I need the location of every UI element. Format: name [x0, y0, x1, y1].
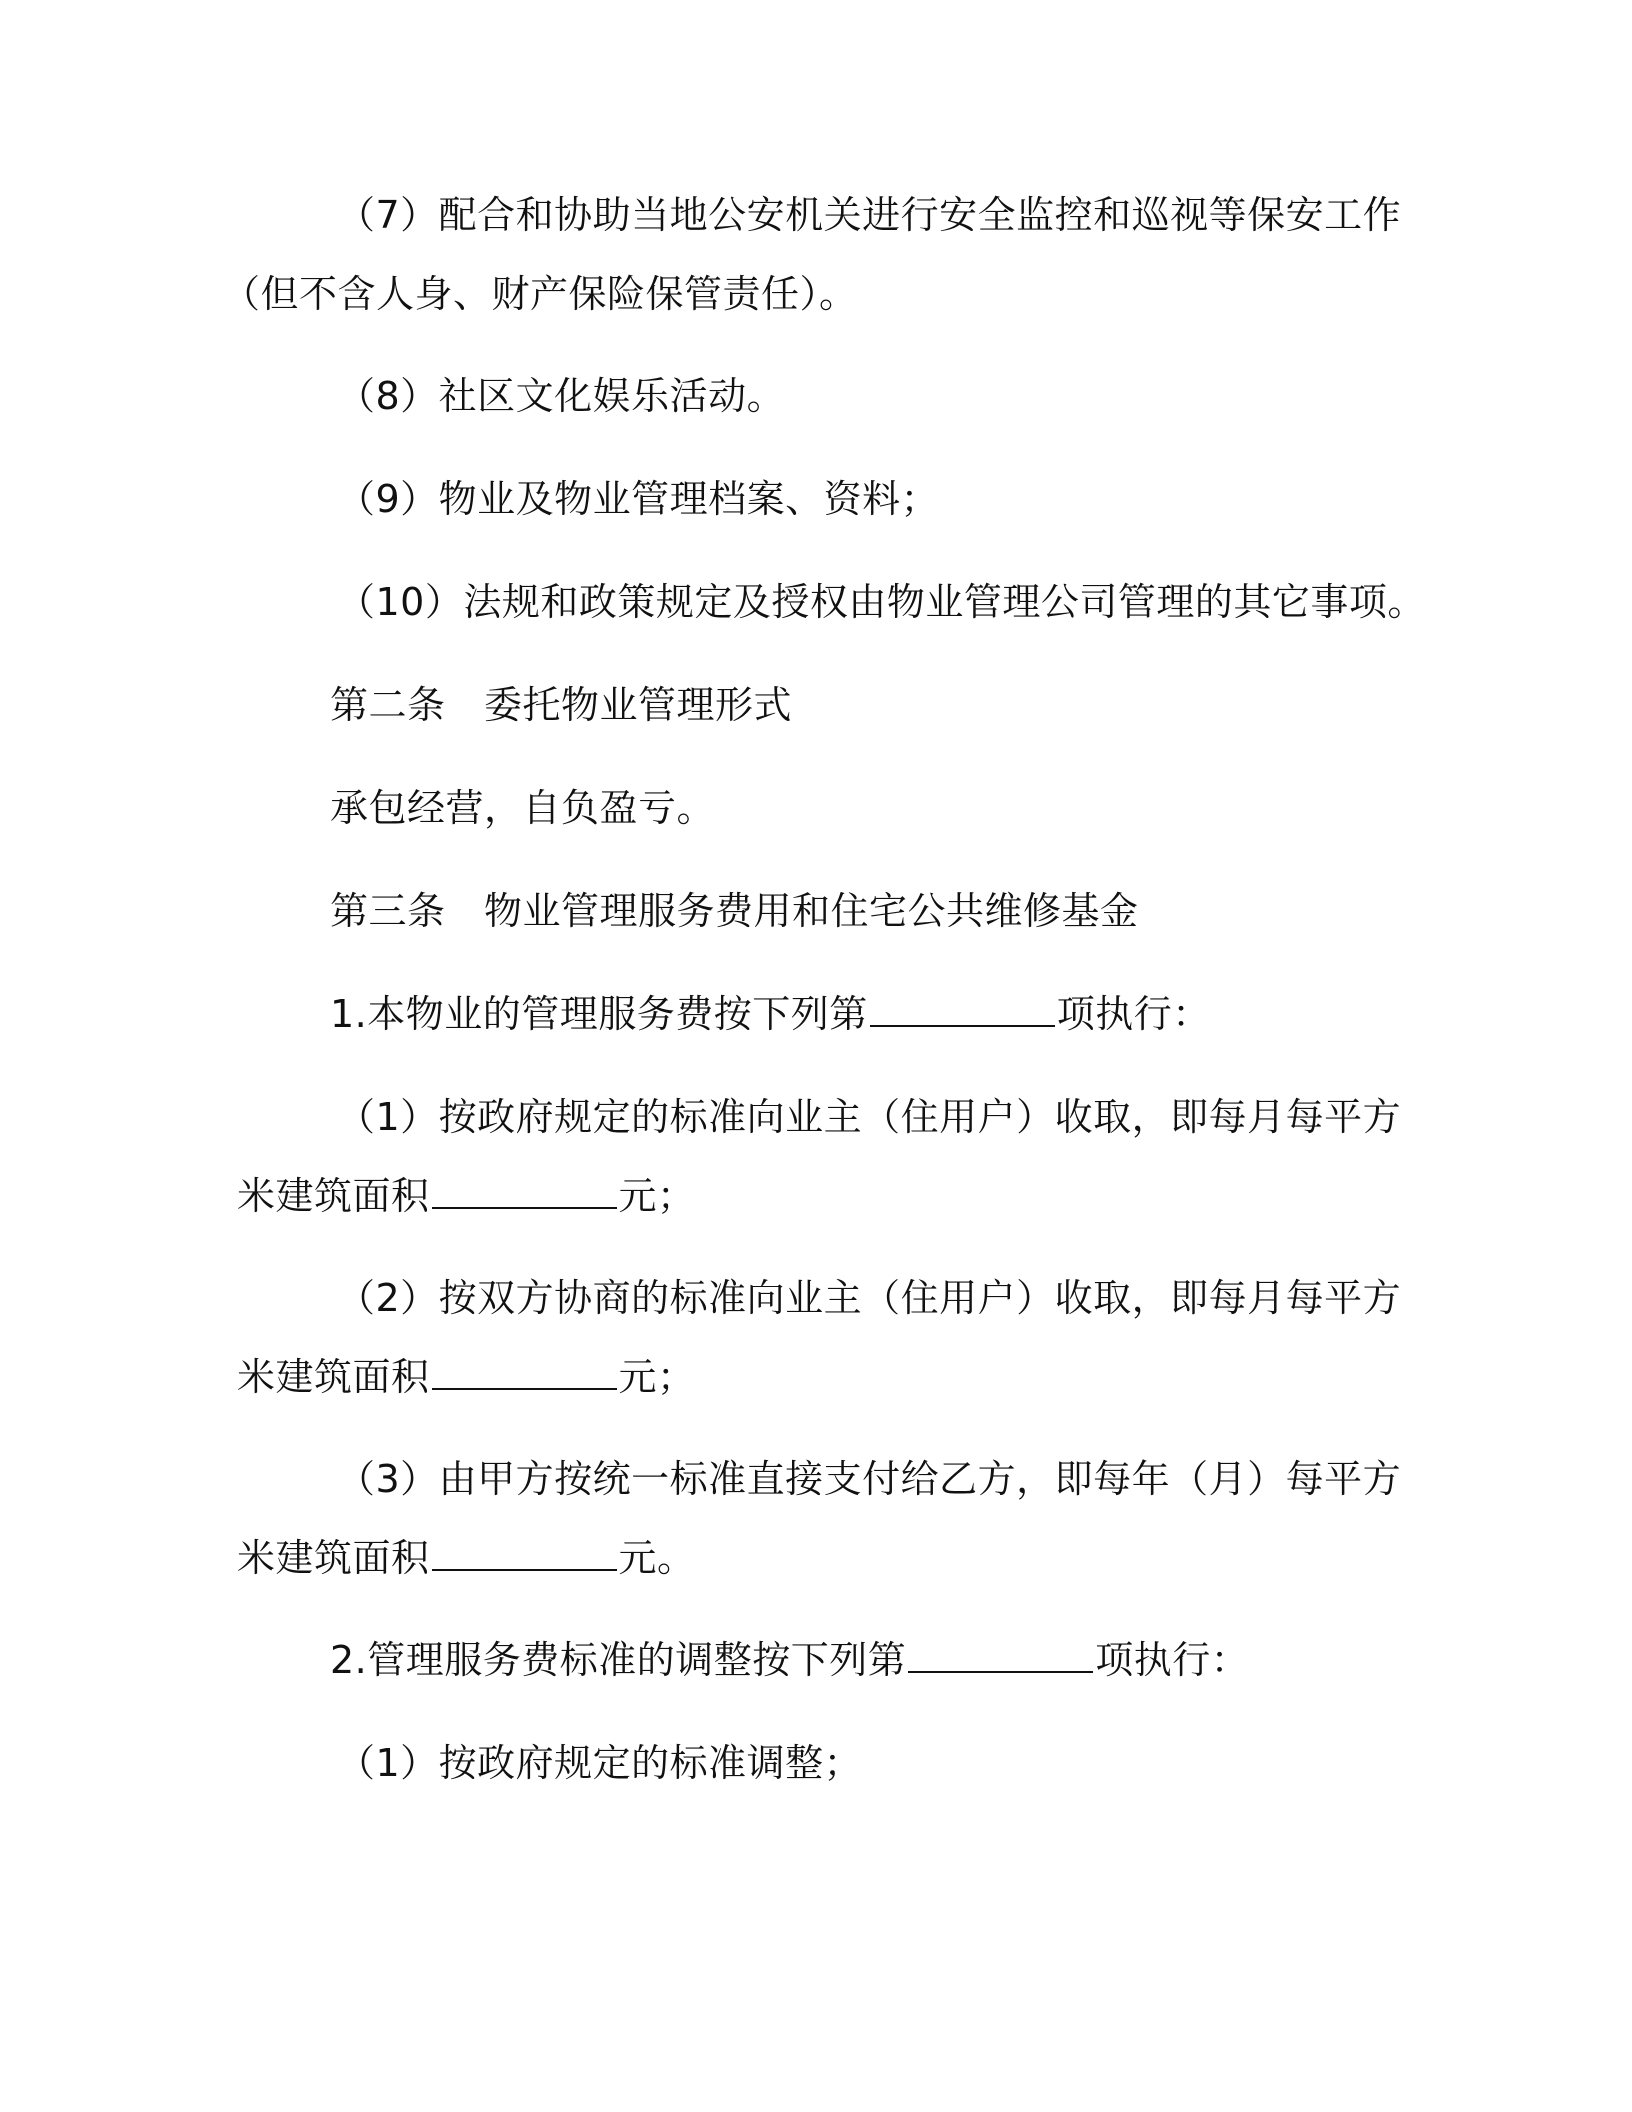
- clause-1-option-3-blank: [432, 1535, 617, 1571]
- item-7-line-2: （但不含人身、财产保险保管责任）。: [222, 272, 858, 316]
- item-9: （9）物业及物业管理档案、资料；: [337, 477, 940, 521]
- clause-1-option-2-prefix: 米建筑面积: [237, 1355, 430, 1399]
- clause-1-option-2-line-1: （2）按双方协商的标准向业主（住用户）收取，即每月每平方: [337, 1276, 1402, 1320]
- clause-1-option-1-prefix: 米建筑面积: [237, 1174, 430, 1218]
- clause-1-option-1-suffix: 元；: [618, 1174, 696, 1218]
- clause-1-line: [330, 990, 1211, 1038]
- article-2-title: 第二条 委托物业管理形式: [330, 683, 793, 727]
- clause-2-line: [330, 1636, 1249, 1684]
- clause-2-prefix: 2.管理服务费标准的调整按下列第: [330, 1638, 907, 1682]
- clause-1-option-3-suffix: 元。: [618, 1536, 696, 1580]
- article-3-title: 第三条 物业管理服务费用和住宅公共维修基金: [330, 889, 1139, 933]
- clause-2-blank: [908, 1637, 1093, 1673]
- clause-1-suffix: 项执行：: [1056, 992, 1211, 1036]
- clause-1-option-1-blank: [432, 1173, 617, 1209]
- clause-2-suffix: 项执行：: [1095, 1638, 1250, 1682]
- item-7-line-1: （7）配合和协助当地公安机关进行安全监控和巡视等保安工作: [337, 193, 1402, 237]
- clause-1-option-3-line-1: （3）由甲方按统一标准直接支付给乙方，即每年（月）每平方: [337, 1457, 1402, 1501]
- clause-1-blank: [870, 991, 1055, 1027]
- article-2-body: 承包经营，自负盈亏。: [330, 786, 716, 830]
- clause-1-prefix: 1.本物业的管理服务费按下列第: [330, 992, 868, 1036]
- clause-2-option-1: （1）按政府规定的标准调整；: [337, 1741, 863, 1785]
- clause-1-option-3-prefix: 米建筑面积: [237, 1536, 430, 1580]
- clause-1-option-2-blank: [432, 1354, 617, 1390]
- clause-1-option-3-line-2: [237, 1534, 696, 1582]
- item-8: （8）社区文化娱乐活动。: [337, 374, 786, 418]
- clause-1-option-1-line-1: （1）按政府规定的标准向业主（住用户）收取，即每月每平方: [337, 1095, 1402, 1139]
- clause-1-option-2-suffix: 元；: [618, 1355, 696, 1399]
- clause-1-option-1-line-2: [237, 1172, 696, 1220]
- item-10: （10）法规和政策规定及授权由物业管理公司管理的其它事项。: [337, 580, 1426, 624]
- clause-1-option-2-line-2: [237, 1353, 696, 1401]
